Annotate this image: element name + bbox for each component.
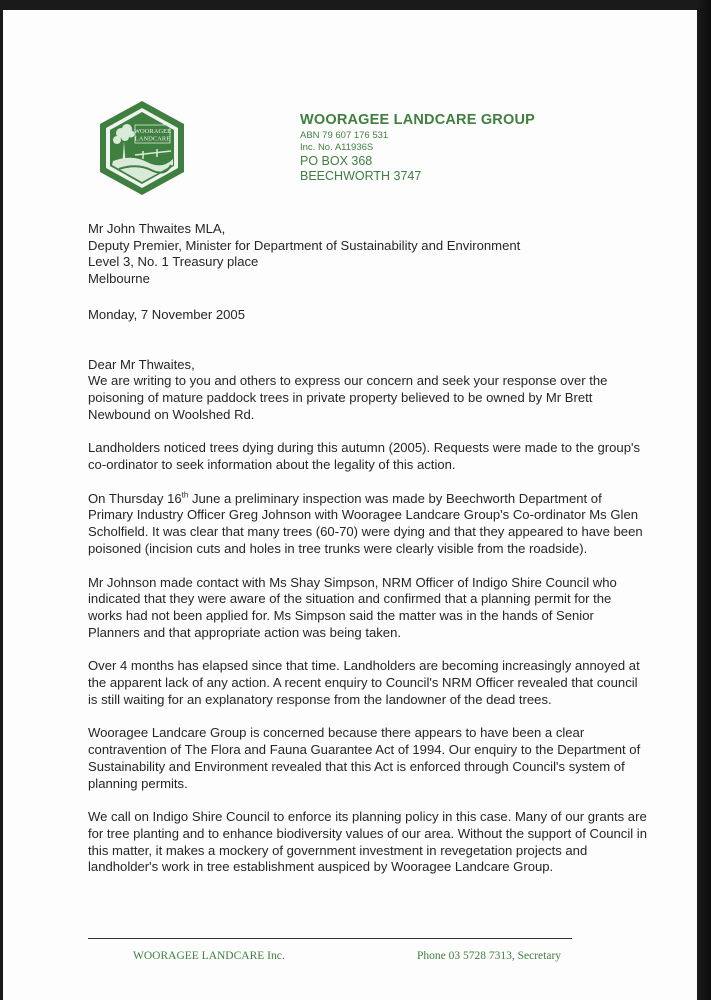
paragraph-1: We are writing to you and others to express our concern and seek your response over the poisoning of mature paddock trees in private property believed to be owned by Mr Brett Newbound on Woolshed Rd. [88, 373, 608, 422]
footer-org: WOORAGEE LANDCARE Inc. [133, 950, 285, 962]
paragraph-3-start: On Thursday 16 [88, 490, 182, 506]
paragraph-4: Mr Johnson made contact with Ms Shay Simpson, NRM Officer of Indigo Shire Council who indicated that they were aware of the situation and confirmed that a planning permit for the works had not been applied for. Ms Simpson said the matter was in the hands of Senior Planners and that appropriate action was being taken. [88, 574, 617, 640]
recipient-title: Deputy Premier, Minister for Department of Sustainability and Environment [88, 237, 521, 253]
logo-text-line1: WOORAGEE [133, 128, 172, 135]
letter-date: Monday, 7 November 2005 [88, 306, 245, 322]
paragraph-6: Wooragee Landcare Group is concerned because there appears to have been a clear contravention of The Flora and Fauna Guarantee Act of 1994. Our enquiry to the Department of Sustainability and Environment revealed that this Act is enforced through Council's system of planning permits. [88, 725, 641, 791]
paragraph-2: Landholders noticed trees dying during this autumn (2005). Requests were made to the group's co-ordinator to seek information about the legality of this action. [88, 440, 641, 473]
po-box: PO BOX 368 [300, 154, 373, 168]
salutation: Dear Mr Thwaites, [88, 356, 195, 372]
recipient-address [88, 221, 648, 288]
inc-no: Inc. No. A11936S [300, 142, 374, 153]
town: BEECHWORTH 3747 [300, 169, 422, 183]
paragraph-3-rest: June a preliminary inspection was made by Beechworth Department of Primary Industry Officer Greg Johnson with Wooragee Landcare Group's Co-ordinator Ms Glen Scholfield. It was clear that many trees (60-70) were dying and that they appeared to have been poisoned (incision cuts and holes in tree trunks were clearly visible from the roadside). [88, 490, 643, 556]
recipient-name: Mr John Thwaites MLA, [88, 221, 226, 236]
scan-edge [697, 0, 711, 1000]
org-details [300, 112, 535, 184]
footer-divider [88, 938, 572, 939]
paragraph-5: Over 4 months has elapsed since that time. Landholders are becoming increasingly annoyed at the apparent lack of any action. A recent enquiry to Council's NRM Officer revealed that council is still waiting for an explanatory response from the landowner of the dead trees. [88, 658, 640, 707]
ordinal-suffix: th [181, 490, 189, 500]
recipient-city: Melbourne [88, 271, 150, 287]
org-name: WOORAGEE LANDCARE GROUP [300, 112, 535, 128]
recipient-address-line: Level 3, No. 1 Treasury place [88, 254, 259, 270]
abn: ABN 79 607 176 531 [300, 130, 389, 141]
letter-body [88, 221, 648, 876]
paragraph-7: We call on Indigo Shire Council to enforce its planning policy in this case. Many of our grants are for tree planting and to enhance biodiversity values of our area. Without the support of Council in this matter, it makes a mockery of government investment in revegetation projects and landholder's work in tree establishment auspiced by Wooragee Landcare Group. [88, 809, 647, 875]
paragraph-3 [88, 491, 648, 558]
logo-text-line2: LANDCARE [134, 135, 171, 143]
footer-phone: Phone 03 5728 7313, Secretary [417, 950, 562, 962]
landcare-logo [97, 99, 187, 197]
